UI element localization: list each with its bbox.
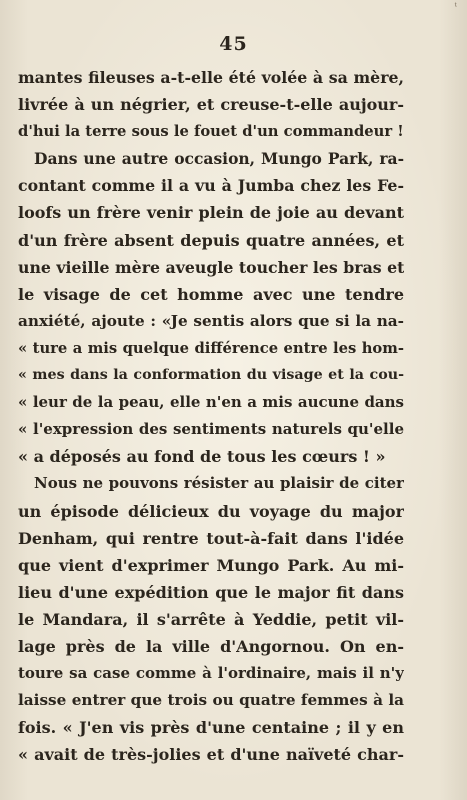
text-line: toure sa case comme à l'ordinaire, mais il n'y (18, 664, 404, 683)
text-line: Denham, qui rentre tout-à-fait dans l'idée (18, 528, 404, 548)
text-line: laisse entrer que trois ou quatre femmes à la (18, 691, 404, 710)
text-line: mantes fileuses a-t-elle été volée à sa mère, (18, 68, 404, 87)
page-edge-mark: ᵗ (454, 2, 457, 13)
text-line: le visage de cet homme avec une tendre (18, 284, 404, 304)
text-line: d'hui la terre sous le fouet d'un commandeur ! (18, 123, 404, 141)
quote-line: « l'expression des sentiments naturels qu'elle (18, 420, 404, 439)
quote-line: « leur de la peau, elle n'en a mis aucune dans (18, 393, 404, 412)
body-text (18, 64, 404, 768)
quote-line: « a déposés au fond de tous les cœurs ! » (18, 447, 386, 467)
text-line: d'un frère absent depuis quatre années, et (18, 230, 404, 250)
text-line: le Mandara, il s'arrête à Yeddie, petit vil- (18, 609, 404, 629)
page-number: 45 (219, 33, 248, 55)
quote-line: « ture a mis quelque différence entre les hom- (18, 339, 404, 357)
paragraph-start-line: Nous ne pouvons résister au plaisir de citer (34, 474, 404, 493)
quote-line: « avait de très-jolies et d'une naïveté char- (18, 745, 404, 765)
text-line: une vieille mère aveugle toucher les bras et (18, 257, 404, 277)
paragraph-start-line: Dans une autre occasion, Mungo Park, ra- (34, 149, 404, 169)
text-line: contant comme il a vu à Jumba chez les Fe- (18, 176, 404, 196)
text-line: livrée à un négrier, et creuse-t-elle aujour- (18, 95, 404, 115)
text-line: anxiété, ajoute : «Je sentis alors que si la na- (18, 311, 404, 330)
quote-line: « mes dans la conformation du visage et la cou- (18, 367, 404, 384)
text-line: un épisode délicieux du voyage du major (18, 501, 404, 521)
text-line: fois. « J'en vis près d'une centaine ; il y en (18, 718, 404, 738)
text-line: que vient d'exprimer Mungo Park. Au mi- (18, 555, 404, 575)
text-line: lieu d'une expédition que le major fit dans (18, 582, 404, 602)
text-line: loofs un frère venir plein de joie au devant (18, 203, 404, 223)
text-line: lage près de la ville d'Angornou. On en- (18, 636, 404, 656)
